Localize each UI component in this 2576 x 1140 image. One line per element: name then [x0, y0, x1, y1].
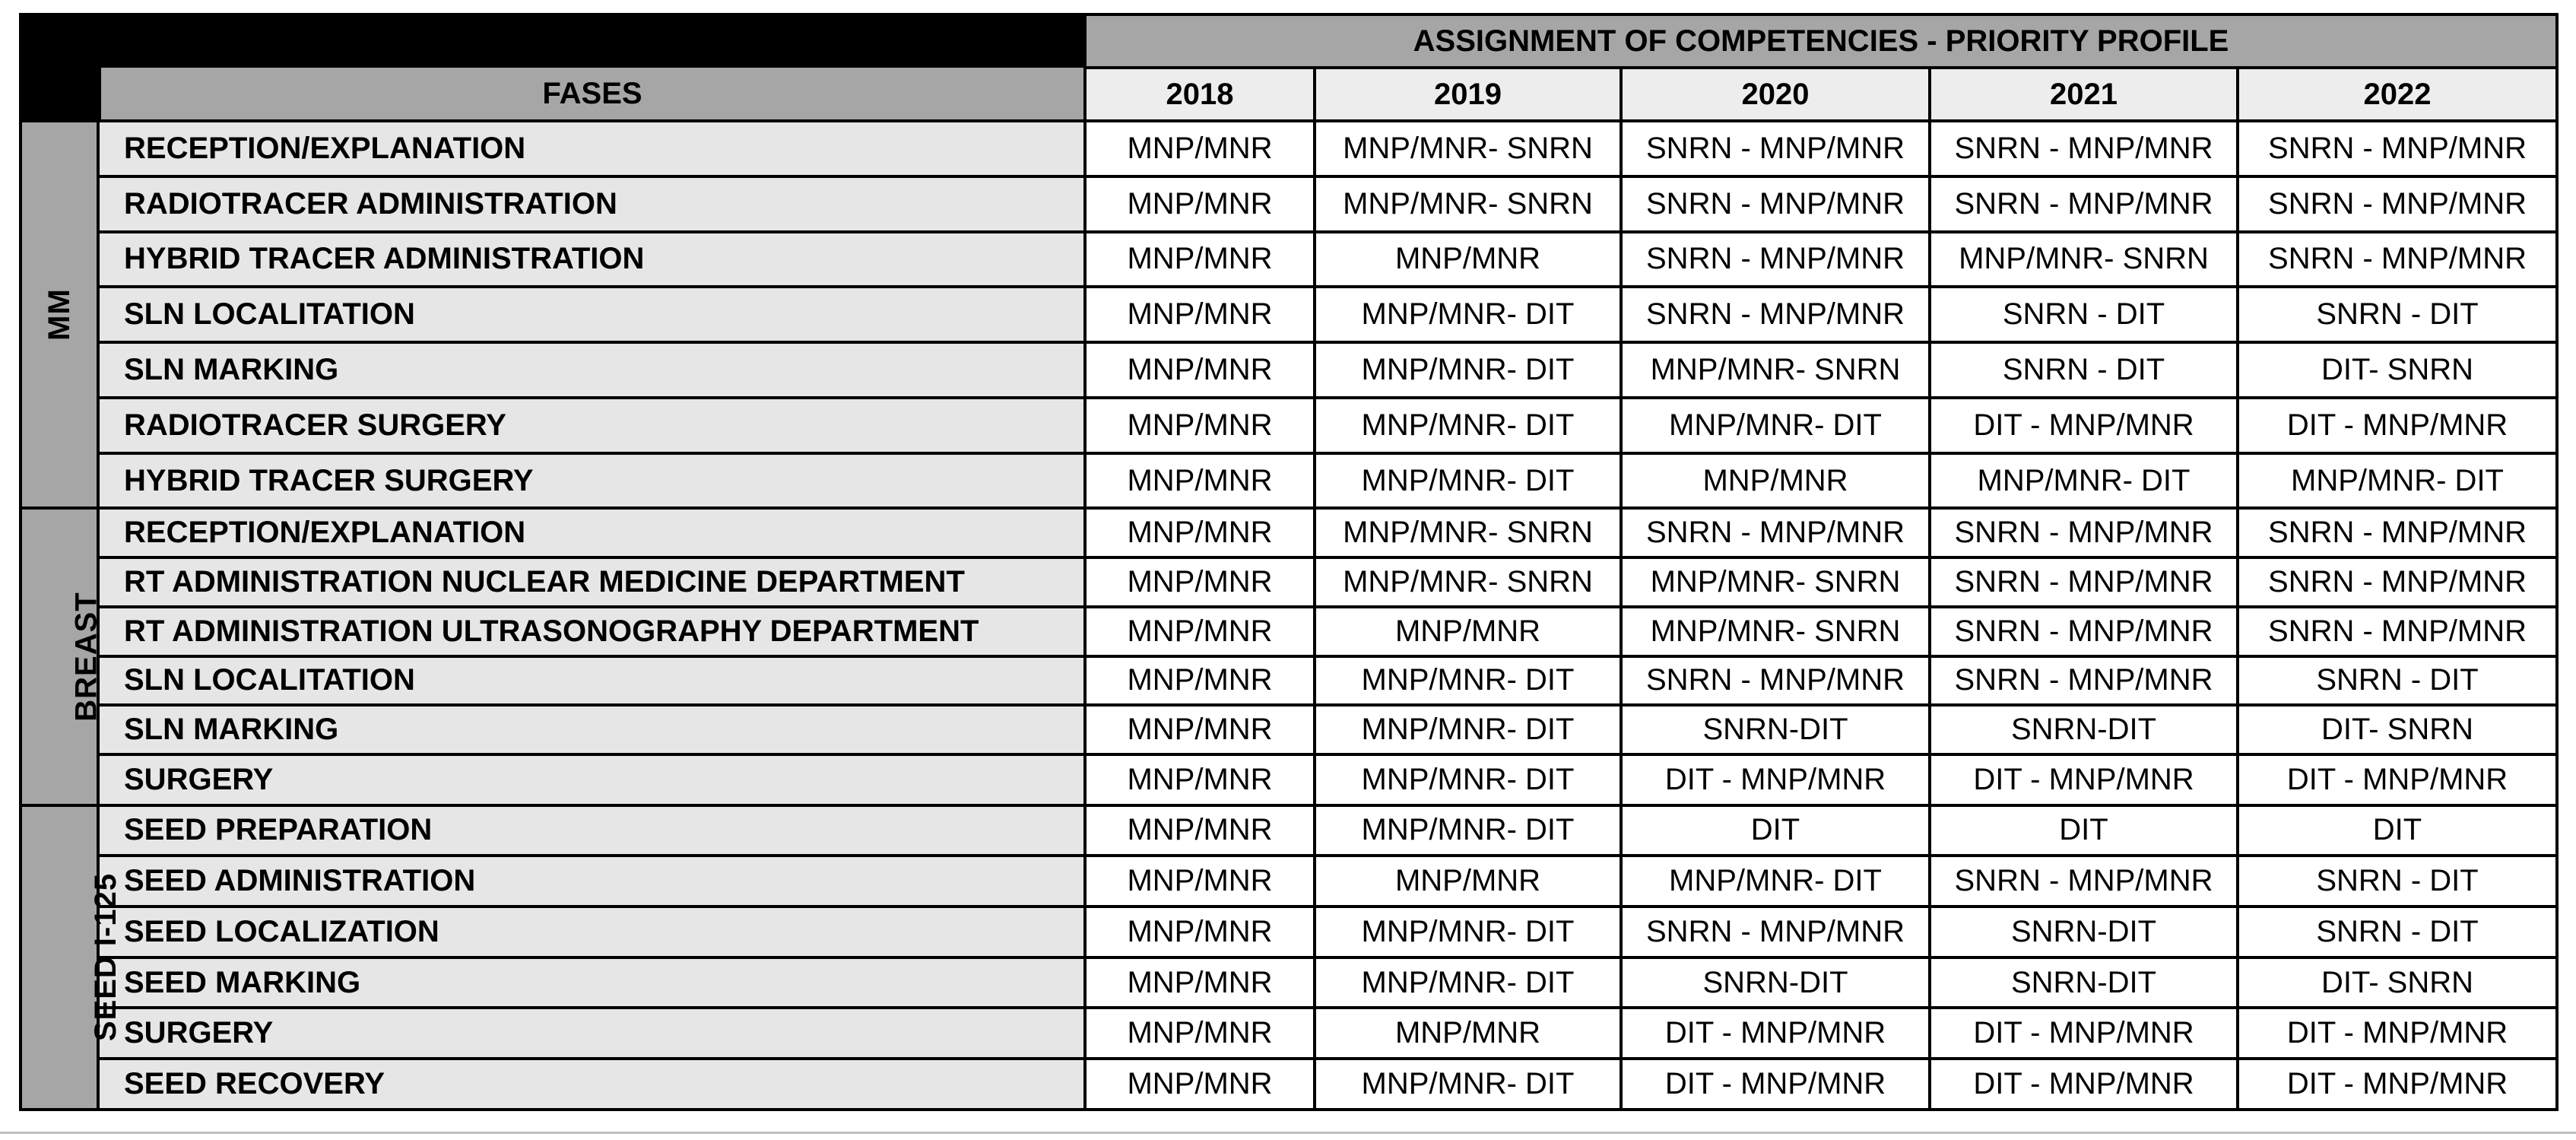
value-cell: SNRN - MNP/MNR [2238, 121, 2557, 176]
value-cell: MNP/MNR- SNRN [1621, 607, 1930, 656]
table-row [21, 607, 2557, 656]
group-label: MM [42, 288, 76, 341]
table-row [21, 176, 2557, 232]
value-cell: SNRN - MNP/MNR [1621, 508, 1930, 557]
value-cell: SNRN - MNP/MNR [2238, 508, 2557, 557]
value-cell: MNP/MNR- DIT [1315, 342, 1621, 398]
value-cell: MNP/MNR- DIT [1315, 287, 1621, 342]
value-cell: MNP/MNR- DIT [1315, 705, 1621, 754]
value-cell: DIT - MNP/MNR [1930, 754, 2238, 805]
value-cell: MNP/MNR [1085, 232, 1315, 287]
table-row [21, 805, 2557, 856]
fases-label: FASES [542, 77, 642, 110]
value-cell: MNP/MNR- DIT [1315, 1059, 1621, 1110]
year-header: 2021 [1930, 68, 2238, 121]
value-cell: MNP/MNR [1085, 1059, 1315, 1110]
phase-cell: HYBRID TRACER ADMINISTRATION [98, 232, 1085, 287]
phase-cell: RT ADMINISTRATION ULTRASONOGRAPHY DEPARTMENT [98, 607, 1085, 656]
value-cell: MNP/MNR [1315, 856, 1621, 907]
table-row [21, 856, 2557, 907]
value-cell: SNRN - MNP/MNR [1930, 656, 2238, 706]
value-cell: SNRN-DIT [1621, 957, 1930, 1008]
value-cell: DIT - MNP/MNR [2238, 1059, 2557, 1110]
value-cell: MNP/MNR [1085, 705, 1315, 754]
value-cell: SNRN - MNP/MNR [2238, 232, 2557, 287]
value-cell: SNRN - DIT [1930, 342, 2238, 398]
table-row [21, 287, 2557, 342]
value-cell: SNRN - MNP/MNR [2238, 607, 2557, 656]
value-cell: SNRN - MNP/MNR [1930, 856, 2238, 907]
value-cell: DIT- SNRN [2238, 342, 2557, 398]
value-cell: MNP/MNR [1315, 607, 1621, 656]
group-label: BREAST [69, 592, 103, 722]
value-cell: MNP/MNR- DIT [1315, 805, 1621, 856]
value-cell: MNP/MNR [1085, 1008, 1315, 1059]
group-cell [21, 508, 103, 805]
year-header: 2019 [1315, 68, 1621, 121]
value-cell: SNRN - MNP/MNR [1621, 232, 1930, 287]
value-cell: DIT [1621, 805, 1930, 856]
phase-cell: SLN LOCALITATION [98, 287, 1085, 342]
phase-cell: RADIOTRACER ADMINISTRATION [98, 176, 1085, 232]
phase-cell: RECEPTION/EXPLANATION [98, 121, 1085, 176]
value-cell: SNRN - MNP/MNR [1930, 607, 2238, 656]
table-row [21, 453, 2557, 509]
value-cell: MNP/MNR- SNRN [1621, 557, 1930, 607]
value-cell: DIT - MNP/MNR [1930, 398, 2238, 453]
value-cell: SNRN-DIT [1930, 907, 2238, 957]
phase-cell: SLN MARKING [98, 342, 1085, 398]
value-cell: SNRN - DIT [2238, 287, 2557, 342]
value-cell: SNRN - MNP/MNR [1621, 121, 1930, 176]
value-cell: MNP/MNR- DIT [1315, 754, 1621, 805]
table-row [21, 508, 2557, 557]
corner-black-cell [21, 14, 1085, 121]
value-cell: DIT - MNP/MNR [2238, 754, 2557, 805]
value-cell: MNP/MNR- SNRN [1315, 121, 1621, 176]
value-cell: SNRN - MNP/MNR [1621, 907, 1930, 957]
value-cell: MNP/MNR- SNRN [1315, 176, 1621, 232]
year-header: 2022 [2238, 68, 2557, 121]
phase-cell: SURGERY [98, 754, 1085, 805]
group-label: SEED I-125 [89, 873, 123, 1042]
value-cell: DIT [2238, 805, 2557, 856]
value-cell: MNP/MNR [1085, 176, 1315, 232]
table-row [21, 398, 2557, 453]
value-cell: MNP/MNR [1315, 232, 1621, 287]
value-cell: MNP/MNR [1085, 287, 1315, 342]
value-cell: SNRN-DIT [1621, 705, 1930, 754]
value-cell: MNP/MNR- DIT [1930, 453, 2238, 509]
value-cell: MNP/MNR [1085, 856, 1315, 907]
value-cell: MNP/MNR [1085, 957, 1315, 1008]
value-cell: DIT - MNP/MNR [2238, 1008, 2557, 1059]
phase-cell: SEED ADMINISTRATION [98, 856, 1085, 907]
value-cell: SNRN - MNP/MNR [2238, 176, 2557, 232]
table-title: ASSIGNMENT OF COMPETENCIES - PRIORITY PROFILE [1085, 14, 2557, 68]
value-cell: MNP/MNR- DIT [1315, 398, 1621, 453]
value-cell: MNP/MNR [1085, 121, 1315, 176]
value-cell: MNP/MNR [1621, 453, 1930, 509]
value-cell: SNRN-DIT [1930, 705, 2238, 754]
value-cell: SNRN-DIT [1930, 957, 2238, 1008]
table-row [21, 121, 2557, 176]
table-row [21, 1059, 2557, 1110]
value-cell: MNP/MNR [1315, 1008, 1621, 1059]
value-cell: SNRN - MNP/MNR [1930, 121, 2238, 176]
value-cell: MNP/MNR- DIT [1315, 453, 1621, 509]
value-cell: DIT- SNRN [2238, 957, 2557, 1008]
value-cell: MNP/MNR [1085, 453, 1315, 509]
value-cell: MNP/MNR- DIT [1315, 907, 1621, 957]
value-cell: MNP/MNR- DIT [1315, 656, 1621, 706]
value-cell: MNP/MNR- SNRN [1315, 508, 1621, 557]
year-header: 2020 [1621, 68, 1930, 121]
value-cell: SNRN - MNP/MNR [1930, 176, 2238, 232]
phase-cell: SLN MARKING [98, 705, 1085, 754]
value-cell: DIT - MNP/MNR [1930, 1059, 2238, 1110]
competencies-table [19, 13, 2559, 1111]
value-cell: SNRN - MNP/MNR [1930, 508, 2238, 557]
value-cell: DIT- SNRN [2238, 705, 2557, 754]
value-cell: MNP/MNR- SNRN [1621, 342, 1930, 398]
phase-cell: SEED PREPARATION [98, 805, 1085, 856]
value-cell: DIT [1930, 805, 2238, 856]
value-cell: DIT - MNP/MNR [1621, 1059, 1930, 1110]
value-cell: MNP/MNR [1085, 557, 1315, 607]
year-header: 2018 [1085, 68, 1315, 121]
value-cell: DIT - MNP/MNR [2238, 398, 2557, 453]
table-row [21, 957, 2557, 1008]
table-row [21, 232, 2557, 287]
phase-cell: RECEPTION/EXPLANATION [98, 508, 1085, 557]
value-cell: MNP/MNR- SNRN [1315, 557, 1621, 607]
phase-cell: SURGERY [98, 1008, 1085, 1059]
phase-cell: RT ADMINISTRATION NUCLEAR MEDICINE DEPARTMENT [98, 557, 1085, 607]
value-cell: SNRN - DIT [2238, 856, 2557, 907]
table-row [21, 557, 2557, 607]
value-cell: MNP/MNR [1085, 607, 1315, 656]
value-cell: DIT - MNP/MNR [1621, 1008, 1930, 1059]
bottom-divider [0, 1132, 2576, 1134]
phase-cell: RADIOTRACER SURGERY [98, 398, 1085, 453]
value-cell: MNP/MNR [1085, 754, 1315, 805]
phase-cell: SEED MARKING [98, 957, 1085, 1008]
phase-cell: HYBRID TRACER SURGERY [98, 453, 1085, 509]
table-row [21, 342, 2557, 398]
table-row [21, 754, 2557, 805]
value-cell: MNP/MNR- SNRN [1930, 232, 2238, 287]
value-cell: MNP/MNR [1085, 508, 1315, 557]
value-cell: MNP/MNR- DIT [2238, 453, 2557, 509]
value-cell: SNRN - DIT [2238, 907, 2557, 957]
value-cell: SNRN - MNP/MNR [2238, 557, 2557, 607]
table-row [21, 656, 2557, 706]
value-cell: MNP/MNR [1085, 907, 1315, 957]
value-cell: MNP/MNR [1085, 805, 1315, 856]
value-cell: MNP/MNR [1085, 656, 1315, 706]
value-cell: SNRN - MNP/MNR [1621, 656, 1930, 706]
phase-cell: SEED RECOVERY [98, 1059, 1085, 1110]
group-cell [21, 121, 98, 508]
table-row [21, 1008, 2557, 1059]
value-cell: DIT - MNP/MNR [1930, 1008, 2238, 1059]
value-cell: DIT - MNP/MNR [1621, 754, 1930, 805]
phase-cell: SLN LOCALITATION [98, 656, 1085, 706]
value-cell: MNP/MNR [1085, 342, 1315, 398]
value-cell: SNRN - MNP/MNR [1621, 176, 1930, 232]
value-cell: MNP/MNR- DIT [1315, 957, 1621, 1008]
value-cell: MNP/MNR- DIT [1621, 856, 1930, 907]
value-cell: SNRN - MNP/MNR [1930, 557, 2238, 607]
table-row [21, 705, 2557, 754]
value-cell: SNRN - DIT [1930, 287, 2238, 342]
value-cell: SNRN - MNP/MNR [1621, 287, 1930, 342]
value-cell: MNP/MNR [1085, 398, 1315, 453]
table-row [21, 907, 2557, 957]
phase-cell: SEED LOCALIZATION [98, 907, 1085, 957]
group-cell [21, 805, 123, 1110]
value-cell: SNRN - DIT [2238, 656, 2557, 706]
value-cell: MNP/MNR- DIT [1621, 398, 1930, 453]
fases-header [98, 65, 1083, 119]
